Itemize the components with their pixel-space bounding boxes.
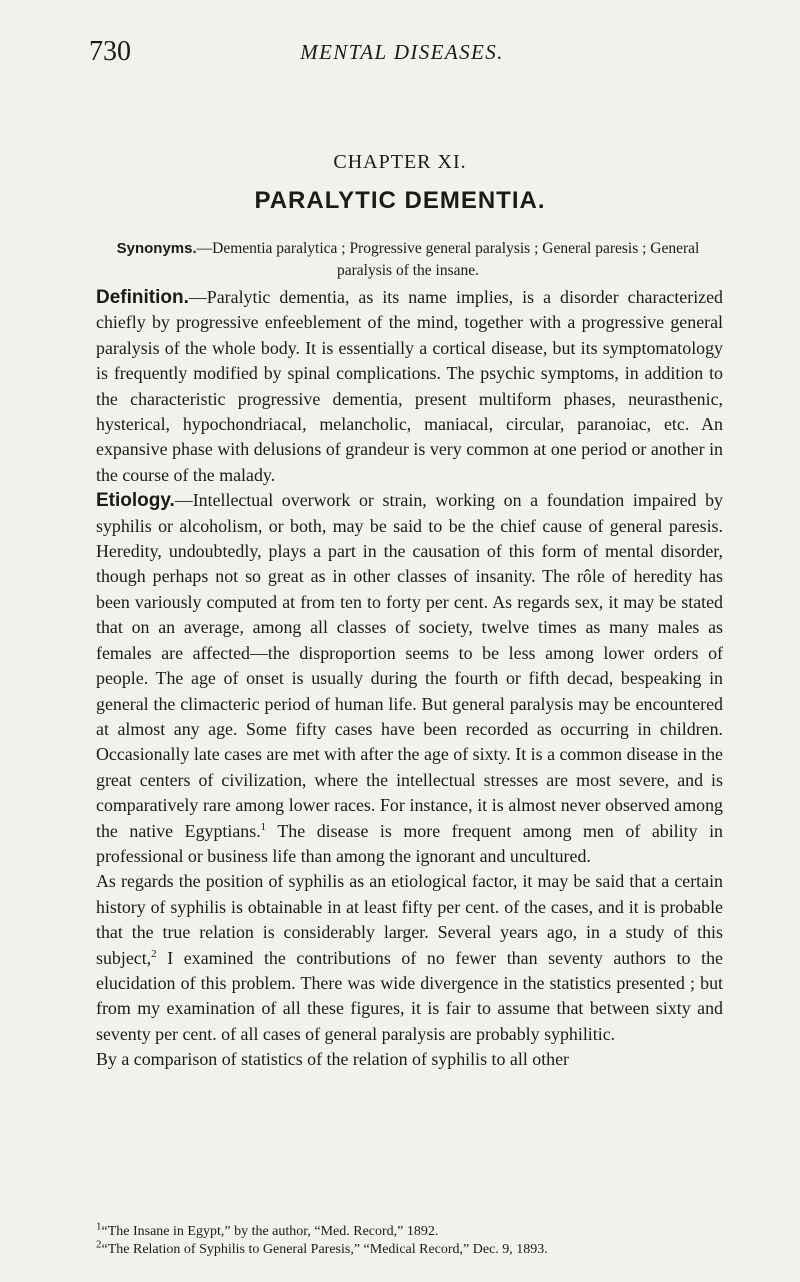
syphilis-paragraph: [96, 869, 723, 1047]
chapter-title: PARALYTIC DEMENTIA.: [254, 187, 546, 214]
last-paragraph: [96, 1047, 723, 1072]
etiology-paragraph: [96, 488, 723, 869]
running-title: MENTAL DISEASES.: [300, 40, 504, 64]
definition-text: —Paralytic dementia, as its name implies, is a disorder characterized chiefly by progressive enfeeblement of the mind, together with a progressive general paralysis of the whole body. It is essentially a cortical disease, but its symptomatology is frequently modified by spinal complications. The psychic symptoms, in addition to the characteristic progressive dementia, present multiform phases, neurasthenic, hysterical, hypochondriacal, melancholic, maniacal, circular, paranoiac, etc. An expansive phase with delusions of grandeur is very common at one period or another in the course of the malady.: [96, 287, 723, 485]
syphilis-text-2: I examined the contributions of no fewer than seventy authors to the elucidation of this problem. There was wide divergence in the statistics presented ; but from my examination of all these figures, it is fair to assume that between sixty and seventy per cent. of all cases of general paralysis are probably syphilitic.: [96, 947, 723, 1044]
footnote-2-mark: 2: [96, 1238, 102, 1251]
chapter-number: CHAPTER XI.: [333, 151, 467, 173]
etiology-heading: Etiology.: [96, 490, 175, 512]
synonyms-label: Synonyms.: [116, 240, 197, 257]
etiology-text-2: The disease is more frequent among men of ability in professional or business life than among the ignorant and uncultured.: [96, 820, 723, 866]
running-head: [89, 36, 715, 72]
footnote-ref-1: 1: [260, 820, 267, 833]
synonyms-text: —Dementia paralytica ; Progressive general paralysis ; General paresis ; General paralysis of the insane.: [196, 240, 700, 279]
footnote-1-mark: 1: [96, 1220, 102, 1233]
footnote-2: [96, 1238, 723, 1259]
footnote-2-text: “The Relation of Syphilis to General Paresis,” “Medical Record,” Dec. 9, 1893.: [101, 1242, 548, 1257]
footnote-1-text: “The Insane in Egypt,” by the author, “Med. Record,” 1892.: [101, 1224, 439, 1239]
footnote-ref-2: 2: [151, 947, 157, 960]
definition-heading: Definition.: [96, 287, 189, 308]
last-paragraph-text: By a comparison of statistics of the relation of syphilis to all other: [96, 1049, 570, 1070]
body-text: [96, 285, 723, 1073]
etiology-text-1: —Intellectual overwork or strain, working on a foundation impaired by syphilis or alcoholism, or both, may be said to be the chief cause of general paresis. Heredity, undoubtedly, plays a part in the causation of this form of mental disorder, though perhaps not so great as in other classes of insanity. The rôle of heredity has been variously computed at from ten to forty per cent. As regards sex, it may be stated that on an average, among all classes of society, twelve times as many males as females are affected—the disproportion seems to be less among lower orders of people. The age of onset is usually during the fourth or fifth decad, bespeaking in general the climacteric period of human life. But general paralysis may be encountered at almost any age. Some fifty cases have been recorded as occurring in children. Occasionally late cases are met with after the age of sixty. It is a common disease in the great centers of civilization, where the intellectual stresses are most severe, and is comparatively rare among lower races. For instance, it is almost never observed among the native Egyptians.: [96, 490, 723, 841]
page-number: 730: [89, 36, 131, 67]
definition-paragraph: [96, 285, 723, 488]
synonyms-paragraph: [95, 238, 721, 282]
footnotes: [96, 1220, 723, 1259]
footnote-1: [96, 1220, 723, 1241]
syphilis-text-1: As regards the position of syphilis as an etiological factor, it may be said that a certain history of syphilis is obtainable in at least fifty per cent. of the cases, and it is probable that the true relation is considerably larger. Several years ago, in a study of this subject,: [96, 871, 723, 968]
